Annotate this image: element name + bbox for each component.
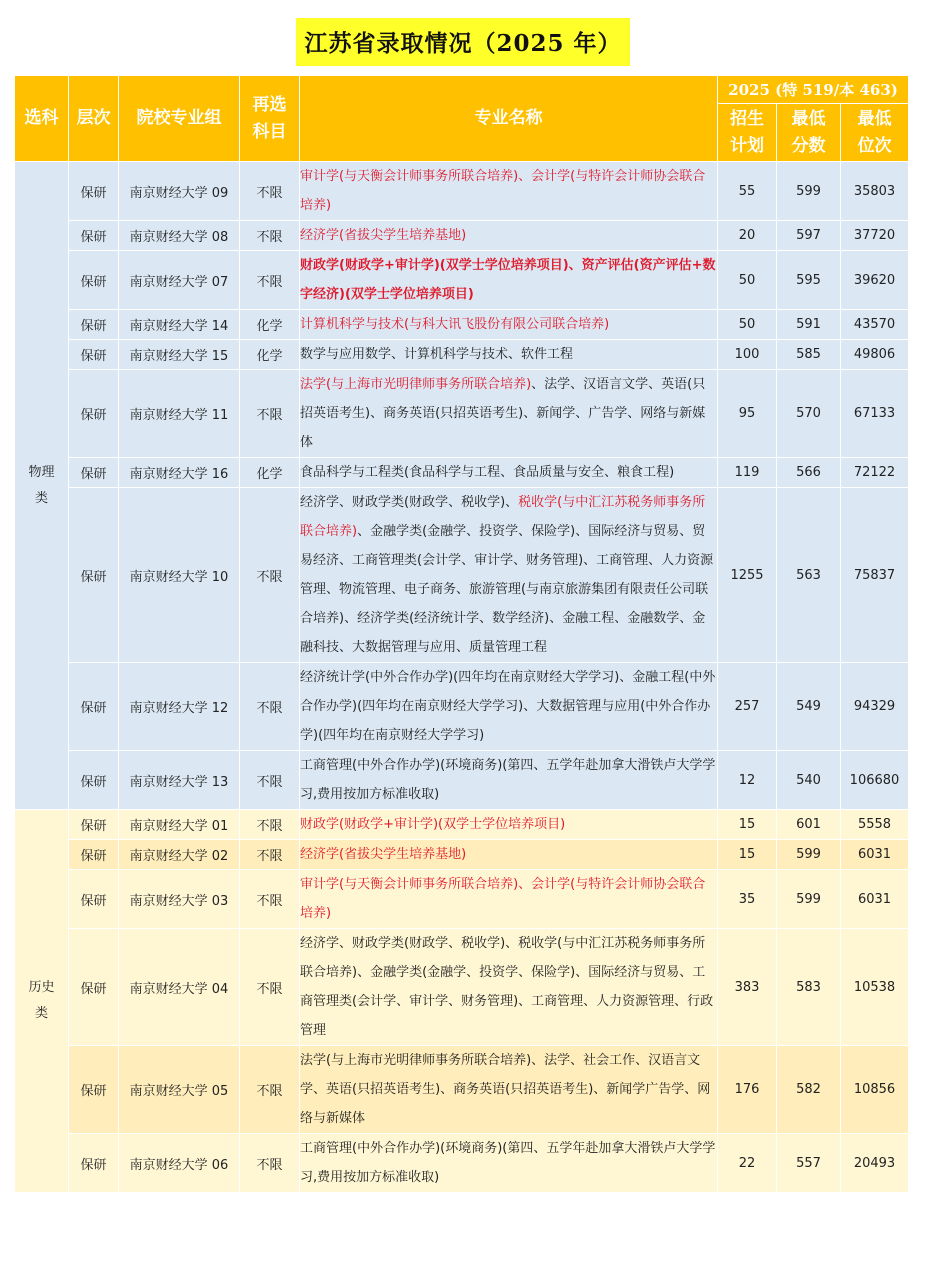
level-cell: 保研 bbox=[69, 870, 119, 929]
category-cell: 物理类 bbox=[15, 162, 69, 810]
reselect-cell: 不限 bbox=[240, 488, 300, 663]
group-cell: 南京财经大学 14 bbox=[119, 310, 240, 340]
min-score-cell: 585 bbox=[777, 340, 841, 370]
reselect-cell: 化学 bbox=[240, 310, 300, 340]
header-year-group: 2025 (特 519/本 463) bbox=[718, 76, 909, 104]
group-cell: 南京财经大学 11 bbox=[119, 370, 240, 458]
plan-cell: 1255 bbox=[718, 488, 777, 663]
table-row bbox=[15, 162, 909, 221]
level-cell: 保研 bbox=[69, 251, 119, 310]
major-text: 审计学(与天衡会计师事务所联合培养)、会计学(与特许会计师协会联合培养) bbox=[300, 169, 706, 213]
header-plan: 招生计划 bbox=[718, 104, 777, 162]
reselect-cell: 不限 bbox=[240, 162, 300, 221]
group-cell: 南京财经大学 01 bbox=[119, 810, 240, 840]
min-score-cell: 595 bbox=[777, 251, 841, 310]
min-score-cell: 570 bbox=[777, 370, 841, 458]
page-title: 江苏省录取情况（2025 年） bbox=[296, 18, 629, 66]
plan-cell: 12 bbox=[718, 751, 777, 810]
reselect-cell: 不限 bbox=[240, 663, 300, 751]
plan-cell: 55 bbox=[718, 162, 777, 221]
level-cell: 保研 bbox=[69, 310, 119, 340]
major-cell bbox=[300, 251, 718, 310]
reselect-cell: 不限 bbox=[240, 251, 300, 310]
major-text: 审计学(与天衡会计师事务所联合培养)、会计学(与特许会计师协会联合培养) bbox=[300, 877, 706, 921]
reselect-cell: 不限 bbox=[240, 1046, 300, 1134]
min-score-cell: 549 bbox=[777, 663, 841, 751]
min-score-cell: 583 bbox=[777, 929, 841, 1046]
table-row bbox=[15, 488, 909, 663]
table-row bbox=[15, 340, 909, 370]
major-cell bbox=[300, 870, 718, 929]
major-cell bbox=[300, 1046, 718, 1134]
min-score-cell: 597 bbox=[777, 221, 841, 251]
table-row bbox=[15, 370, 909, 458]
major-text: 经济学、财政学类(财政学、税收学)、税收学(与中汇江苏税务师事务所联合培养)、金融学类(金融学、投资学、保险学)、国际经济与贸易、工商管理类(会计学、审计学、财务管理)、工商管理、人力资源管理、行政管理 bbox=[300, 936, 714, 1038]
major-text: 经济统计学(中外合作办学)(四年均在南京财经大学学习)、金融工程(中外合作办学)(四年均在南京财经大学学习)、大数据管理与应用(中外合作办学)(四年均在南京财经大学学习) bbox=[300, 670, 716, 743]
header-major: 专业名称 bbox=[300, 76, 718, 162]
reselect-cell: 不限 bbox=[240, 929, 300, 1046]
level-cell: 保研 bbox=[69, 458, 119, 488]
min-rank-cell: 6031 bbox=[841, 870, 909, 929]
group-cell: 南京财经大学 02 bbox=[119, 840, 240, 870]
major-text: 计算机科学与技术(与科大讯飞股份有限公司联合培养) bbox=[300, 317, 610, 332]
major-cell bbox=[300, 840, 718, 870]
reselect-cell: 不限 bbox=[240, 840, 300, 870]
min-rank-cell: 39620 bbox=[841, 251, 909, 310]
level-cell: 保研 bbox=[69, 810, 119, 840]
major-cell bbox=[300, 929, 718, 1046]
min-rank-cell: 94329 bbox=[841, 663, 909, 751]
plan-cell: 257 bbox=[718, 663, 777, 751]
table-row bbox=[15, 251, 909, 310]
plan-cell: 100 bbox=[718, 340, 777, 370]
header-min-rank: 最低位次 bbox=[841, 104, 909, 162]
admission-table bbox=[14, 75, 909, 1193]
table-row bbox=[15, 1134, 909, 1193]
major-text: 财政学(财政学+审计学)(双学士学位培养项目) bbox=[300, 817, 566, 832]
level-cell: 保研 bbox=[69, 1046, 119, 1134]
min-rank-cell: 10538 bbox=[841, 929, 909, 1046]
header-subject: 选科 bbox=[15, 76, 69, 162]
min-rank-cell: 75837 bbox=[841, 488, 909, 663]
min-score-cell: 563 bbox=[777, 488, 841, 663]
major-text: 食品科学与工程类(食品科学与工程、食品质量与安全、粮食工程) bbox=[300, 465, 675, 480]
plan-cell: 383 bbox=[718, 929, 777, 1046]
plan-cell: 20 bbox=[718, 221, 777, 251]
major-cell bbox=[300, 810, 718, 840]
reselect-cell: 不限 bbox=[240, 870, 300, 929]
physics-section bbox=[15, 162, 909, 810]
reselect-cell: 不限 bbox=[240, 221, 300, 251]
level-cell: 保研 bbox=[69, 340, 119, 370]
plan-cell: 176 bbox=[718, 1046, 777, 1134]
major-text: 经济学(省拔尖学生培养基地) bbox=[300, 228, 467, 243]
group-cell: 南京财经大学 16 bbox=[119, 458, 240, 488]
major-cell bbox=[300, 340, 718, 370]
major-cell bbox=[300, 663, 718, 751]
major-text: 法学(与上海市光明律师事务所联合培养) bbox=[300, 377, 532, 392]
group-cell: 南京财经大学 05 bbox=[119, 1046, 240, 1134]
header-reselect: 再选科目 bbox=[240, 76, 300, 162]
major-cell bbox=[300, 162, 718, 221]
major-text: 法学(与上海市光明律师事务所联合培养)、法学、社会工作、汉语言文学、英语(只招英语考生)、商务英语(只招英语考生)、新闻学广告学、网络与新媒体 bbox=[300, 1053, 711, 1126]
table-row bbox=[15, 221, 909, 251]
group-cell: 南京财经大学 09 bbox=[119, 162, 240, 221]
plan-cell: 50 bbox=[718, 251, 777, 310]
major-cell bbox=[300, 370, 718, 458]
plan-cell: 22 bbox=[718, 1134, 777, 1193]
major-text: 经济学(省拔尖学生培养基地) bbox=[300, 847, 467, 862]
reselect-cell: 不限 bbox=[240, 810, 300, 840]
table-row bbox=[15, 310, 909, 340]
table-row bbox=[15, 1046, 909, 1134]
min-score-cell: 566 bbox=[777, 458, 841, 488]
group-cell: 南京财经大学 15 bbox=[119, 340, 240, 370]
group-cell: 南京财经大学 12 bbox=[119, 663, 240, 751]
min-rank-cell: 20493 bbox=[841, 1134, 909, 1193]
plan-cell: 35 bbox=[718, 870, 777, 929]
level-cell: 保研 bbox=[69, 162, 119, 221]
reselect-cell: 不限 bbox=[240, 1134, 300, 1193]
history-section bbox=[15, 810, 909, 1193]
plan-cell: 50 bbox=[718, 310, 777, 340]
min-rank-cell: 37720 bbox=[841, 221, 909, 251]
reselect-cell: 不限 bbox=[240, 751, 300, 810]
major-text: 财政学(财政学+审计学)(双学士学位培养项目)、资产评估(资产评估+数字经济)(双学士学位培养项目) bbox=[300, 258, 716, 302]
major-text: 工商管理(中外合作办学)(环境商务)(第四、五学年赴加拿大滑铁卢大学学习,费用按加方标准收取) bbox=[300, 758, 716, 802]
min-rank-cell: 10856 bbox=[841, 1046, 909, 1134]
major-text: 数学与应用数学、计算机科学与技术、软件工程 bbox=[300, 347, 574, 362]
plan-cell: 15 bbox=[718, 840, 777, 870]
min-score-cell: 582 bbox=[777, 1046, 841, 1134]
level-cell: 保研 bbox=[69, 663, 119, 751]
group-cell: 南京财经大学 03 bbox=[119, 870, 240, 929]
level-cell: 保研 bbox=[69, 488, 119, 663]
min-rank-cell: 35803 bbox=[841, 162, 909, 221]
min-rank-cell: 6031 bbox=[841, 840, 909, 870]
min-score-cell: 599 bbox=[777, 870, 841, 929]
table-row bbox=[15, 458, 909, 488]
table-row bbox=[15, 840, 909, 870]
plan-cell: 95 bbox=[718, 370, 777, 458]
group-cell: 南京财经大学 13 bbox=[119, 751, 240, 810]
level-cell: 保研 bbox=[69, 370, 119, 458]
table-row bbox=[15, 870, 909, 929]
major-cell bbox=[300, 488, 718, 663]
min-rank-cell: 5558 bbox=[841, 810, 909, 840]
reselect-cell: 化学 bbox=[240, 458, 300, 488]
min-rank-cell: 49806 bbox=[841, 340, 909, 370]
group-cell: 南京财经大学 07 bbox=[119, 251, 240, 310]
major-cell bbox=[300, 310, 718, 340]
min-score-cell: 599 bbox=[777, 840, 841, 870]
min-score-cell: 557 bbox=[777, 1134, 841, 1193]
min-rank-cell: 43570 bbox=[841, 310, 909, 340]
major-text: 税收学(与中汇江苏税务师事务所联合培养) bbox=[300, 495, 706, 539]
table-row bbox=[15, 929, 909, 1046]
major-cell bbox=[300, 751, 718, 810]
major-cell bbox=[300, 1134, 718, 1193]
reselect-cell: 化学 bbox=[240, 340, 300, 370]
min-rank-cell: 72122 bbox=[841, 458, 909, 488]
major-text: 工商管理(中外合作办学)(环境商务)(第四、五学年赴加拿大滑铁卢大学学习,费用按加方标准收取) bbox=[300, 1141, 716, 1185]
min-score-cell: 540 bbox=[777, 751, 841, 810]
min-score-cell: 601 bbox=[777, 810, 841, 840]
level-cell: 保研 bbox=[69, 1134, 119, 1193]
group-cell: 南京财经大学 10 bbox=[119, 488, 240, 663]
major-text: 、法学、汉语言文学、英语(只招英语考生)、商务英语(只招英语考生)、新闻学、广告学、网络与新媒体 bbox=[300, 377, 706, 450]
reselect-cell: 不限 bbox=[240, 370, 300, 458]
level-cell: 保研 bbox=[69, 929, 119, 1046]
plan-cell: 119 bbox=[718, 458, 777, 488]
table-row bbox=[15, 663, 909, 751]
header-group: 院校专业组 bbox=[119, 76, 240, 162]
level-cell: 保研 bbox=[69, 221, 119, 251]
min-rank-cell: 106680 bbox=[841, 751, 909, 810]
group-cell: 南京财经大学 08 bbox=[119, 221, 240, 251]
min-score-cell: 591 bbox=[777, 310, 841, 340]
table-row bbox=[15, 810, 909, 840]
level-cell: 保研 bbox=[69, 751, 119, 810]
min-rank-cell: 67133 bbox=[841, 370, 909, 458]
plan-cell: 15 bbox=[718, 810, 777, 840]
min-score-cell: 599 bbox=[777, 162, 841, 221]
table-row bbox=[15, 751, 909, 810]
major-text: 、金融学类(金融学、投资学、保险学)、国际经济与贸易、贸易经济、工商管理类(会计学、审计学、财务管理)、工商管理、人力资源管理、物流管理、电子商务、旅游管理(与南京旅游集团有限责任公司联合培养)、经济学类(经济统计学、数学经济)、金融工程、金融数学、金融科技、大数据管理与应用、质量管理工程 bbox=[300, 524, 714, 655]
major-text: 经济学、财政学类(财政学、税收学)、 bbox=[300, 495, 519, 510]
major-cell bbox=[300, 221, 718, 251]
header-level: 层次 bbox=[69, 76, 119, 162]
category-cell: 历史类 bbox=[15, 810, 69, 1193]
header-min-score: 最低分数 bbox=[777, 104, 841, 162]
level-cell: 保研 bbox=[69, 840, 119, 870]
group-cell: 南京财经大学 04 bbox=[119, 929, 240, 1046]
group-cell: 南京财经大学 06 bbox=[119, 1134, 240, 1193]
major-cell bbox=[300, 458, 718, 488]
